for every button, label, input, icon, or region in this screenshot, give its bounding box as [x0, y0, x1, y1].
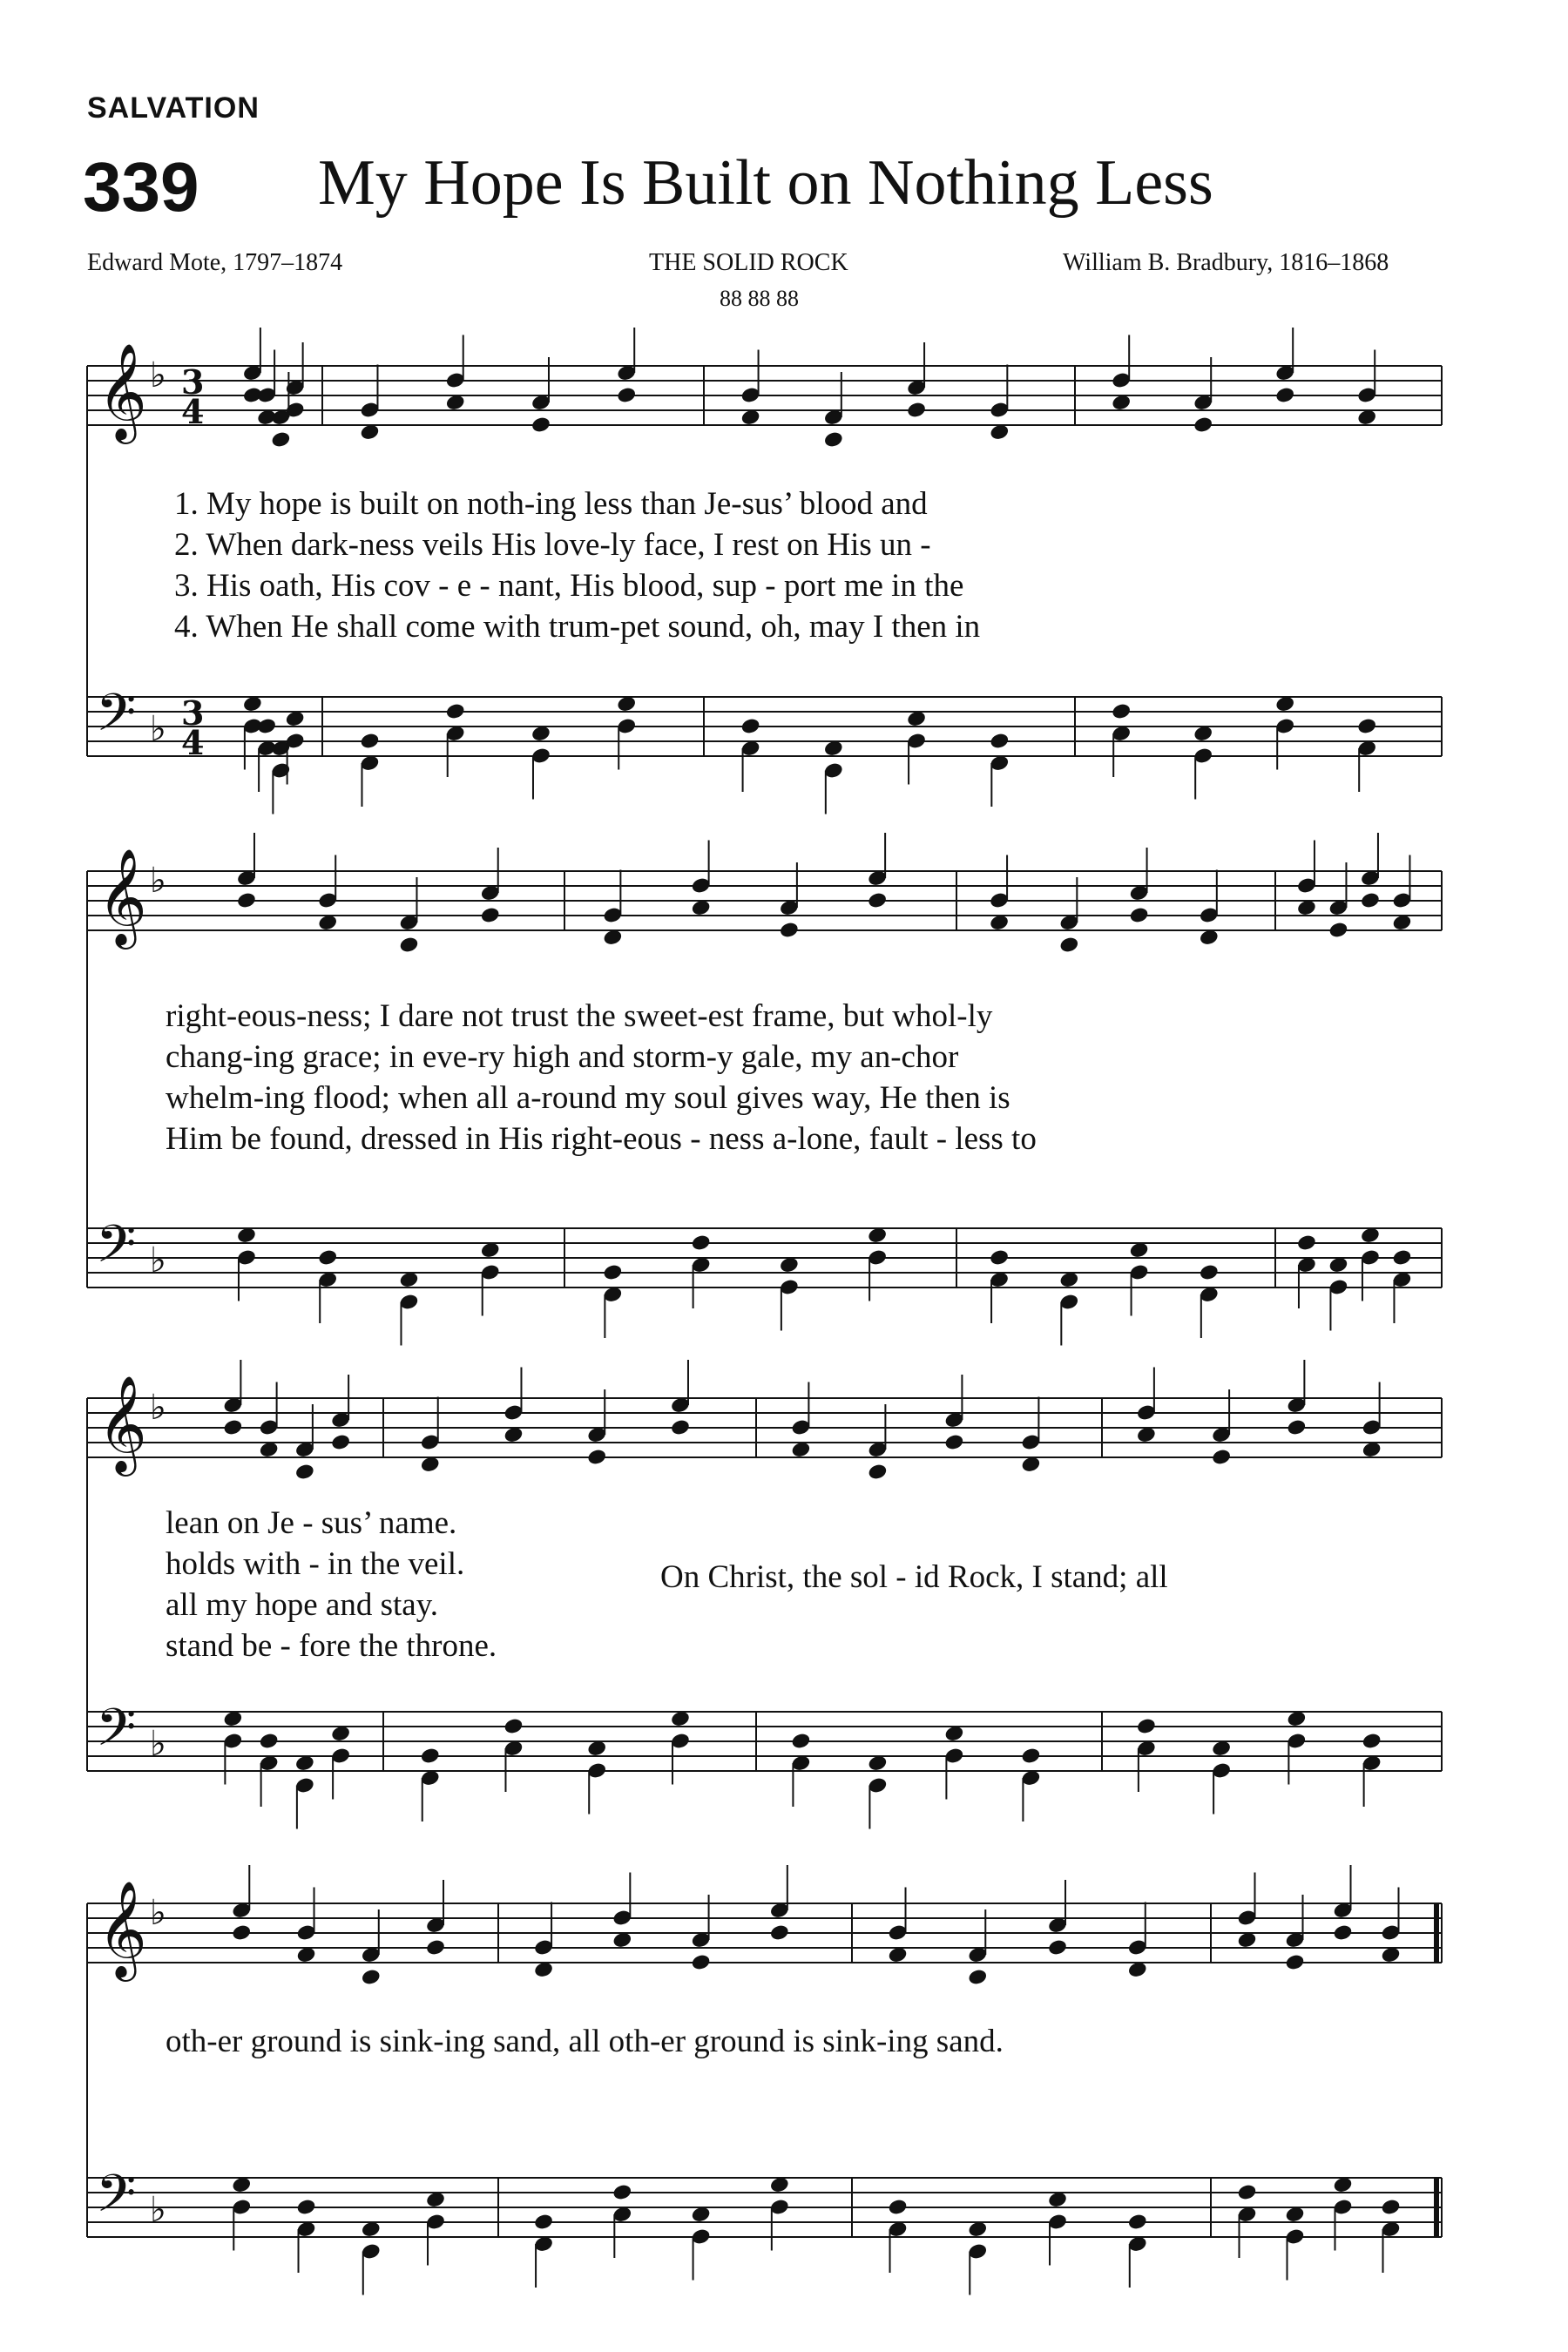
note [1356, 350, 1377, 427]
bass-staff [87, 1227, 1442, 1346]
flat-icon: ♭ [150, 1388, 166, 1428]
note [1020, 1397, 1041, 1474]
note [989, 1248, 1010, 1323]
note [1193, 725, 1213, 800]
time-signature: 3 [181, 693, 205, 733]
note [612, 2183, 632, 2258]
note [691, 841, 712, 917]
flat-icon: ♭ [150, 355, 166, 395]
note [1360, 1227, 1381, 1301]
lyric-line: all my hope and stay. [166, 1587, 439, 1623]
note [1391, 855, 1412, 932]
lyric-line: whelm-ing flood; when all a-round my soul gives way, He then is [166, 1080, 1010, 1116]
note [967, 2220, 988, 2295]
lyric-line: Him be found, dressed in His right-eous - ness a-lone, fault - less to [166, 1121, 1037, 1157]
note [1285, 2206, 1306, 2281]
note [504, 1717, 524, 1792]
note [1362, 1382, 1382, 1459]
note [425, 2191, 446, 2266]
note [231, 2176, 252, 2251]
note [602, 870, 623, 947]
lyric-line: lean on Je - sus’ name. [166, 1505, 457, 1541]
hymn-title: My Hope Is Built on Nothing Less [318, 147, 1213, 219]
note [1127, 1903, 1148, 1979]
note [420, 1397, 441, 1474]
bass-staff [87, 695, 1442, 814]
note [867, 1227, 888, 1301]
note [1333, 2176, 1354, 2251]
note [616, 695, 637, 770]
note [888, 1888, 909, 1964]
note [330, 1725, 351, 1800]
note [1391, 1248, 1412, 1323]
flat-icon: ♭ [150, 1240, 166, 1281]
note [1381, 2198, 1402, 2273]
treble-clef-icon: 𝄞 [98, 342, 147, 440]
lyric-line: 3. His oath, His cov - e - nant, His blood, sup - port me in the [174, 568, 964, 604]
note [740, 350, 761, 427]
refrain-lyric: On Christ, the sol - id Rock, I stand; all [660, 1559, 1168, 1595]
note [1111, 702, 1132, 777]
note [285, 710, 306, 785]
note [906, 710, 927, 785]
meter: 88 88 88 [720, 286, 799, 311]
flat-icon: ♭ [150, 1724, 166, 1764]
note [943, 1725, 964, 1800]
bass-clef-icon: 𝄢 [96, 2163, 137, 2236]
note [361, 2220, 382, 2295]
note [1199, 1263, 1220, 1338]
composer-credit: William B. Bradbury, 1816–1868 [1063, 249, 1389, 276]
note [1286, 1710, 1307, 1785]
lyric-line: chang-ing grace; in eve-ry high and storm-y gale, my an-chor [166, 1039, 959, 1075]
note [296, 1888, 317, 1964]
time-signature: 3 [181, 362, 205, 402]
note [480, 1241, 501, 1316]
note [1136, 1368, 1157, 1444]
flat-icon: ♭ [150, 861, 166, 901]
note [1058, 1271, 1079, 1346]
note [1328, 1256, 1348, 1331]
section-label: SALVATION [87, 91, 260, 125]
note [1296, 1233, 1317, 1308]
note [670, 1710, 691, 1785]
note [1237, 2183, 1258, 2258]
note [242, 695, 263, 770]
bass-clef-icon: 𝄢 [96, 682, 137, 755]
note [989, 855, 1010, 932]
time-signature: 4 [181, 723, 205, 762]
note [420, 1747, 441, 1821]
note [1047, 2191, 1068, 2266]
note [1020, 1747, 1041, 1821]
note [294, 1754, 315, 1829]
note [1274, 695, 1295, 770]
note [445, 702, 466, 777]
note [259, 1732, 280, 1807]
author-credit: Edward Mote, 1797–1874 [87, 249, 343, 276]
note [1199, 870, 1220, 947]
note [1381, 1888, 1402, 1964]
note [222, 1710, 243, 1785]
note [989, 365, 1010, 442]
bass-clef-icon: 𝄢 [96, 1213, 137, 1287]
note [790, 1382, 811, 1459]
flat-icon: ♭ [150, 1893, 166, 1933]
lyric-line: holds with - in the veil. [166, 1546, 465, 1582]
note [790, 1732, 811, 1807]
note [360, 732, 381, 807]
bass-staff [87, 1710, 1442, 1829]
note [888, 2198, 909, 2273]
note [445, 335, 466, 412]
time-signature: 4 [181, 392, 205, 431]
note [586, 1740, 607, 1815]
note [1356, 717, 1377, 792]
tune-name: THE SOLID ROCK [649, 249, 848, 276]
note [317, 1248, 338, 1323]
note [236, 1227, 257, 1301]
note [740, 717, 761, 792]
note [1362, 1732, 1382, 1807]
note [1136, 1717, 1157, 1792]
note [1237, 1873, 1258, 1950]
note [259, 1382, 280, 1459]
note [504, 1368, 524, 1444]
flat-icon: ♭ [150, 709, 166, 749]
bass-clef-icon: 𝄢 [96, 1697, 137, 1770]
treble-staff [87, 328, 1442, 449]
note [612, 1873, 632, 1950]
note [317, 855, 338, 932]
treble-staff [87, 1865, 1442, 1986]
lyric-line: stand be - fore the throne. [166, 1628, 497, 1664]
lyric-line: 2. When dark-ness veils His love-ly face, I rest on His un - [174, 527, 931, 563]
lyric-line: oth-er ground is sink-ing sand, all oth-er ground is sink-ing sand. [166, 2024, 1004, 2059]
note [296, 2198, 317, 2273]
note [1211, 1740, 1232, 1815]
note [531, 725, 551, 800]
note [1127, 2213, 1148, 2288]
note [1111, 335, 1132, 412]
note [769, 2176, 790, 2251]
lyric-line: right-eous-ness; I dare not trust the sweet-est frame, but whol-ly [166, 998, 993, 1034]
note [602, 1263, 623, 1338]
flat-icon: ♭ [150, 2190, 166, 2230]
note [823, 740, 844, 814]
note [270, 740, 291, 814]
note [1296, 841, 1317, 917]
note [691, 2206, 712, 2281]
note [533, 2213, 554, 2288]
treble-clef-icon: 𝄞 [98, 1375, 147, 1472]
note [1129, 1241, 1150, 1316]
lyric-line: 1. My hope is built on noth-ing less than Je-sus’ blood and [174, 486, 928, 522]
note [691, 1233, 712, 1308]
bass-staff [87, 2176, 1442, 2295]
treble-clef-icon: 𝄞 [98, 848, 147, 945]
treble-staff [87, 1360, 1442, 1481]
note [533, 1903, 554, 1979]
treble-staff [87, 833, 1442, 954]
note [779, 1256, 800, 1331]
note [399, 1271, 420, 1346]
note [989, 732, 1010, 807]
hymn-number: 339 [83, 148, 199, 226]
note [256, 717, 277, 792]
lyric-line: 4. When He shall come with trum-pet sound, oh, may I then in [174, 609, 981, 645]
note [867, 1754, 888, 1829]
treble-clef-icon: 𝄞 [98, 1880, 147, 1977]
note [360, 365, 381, 442]
